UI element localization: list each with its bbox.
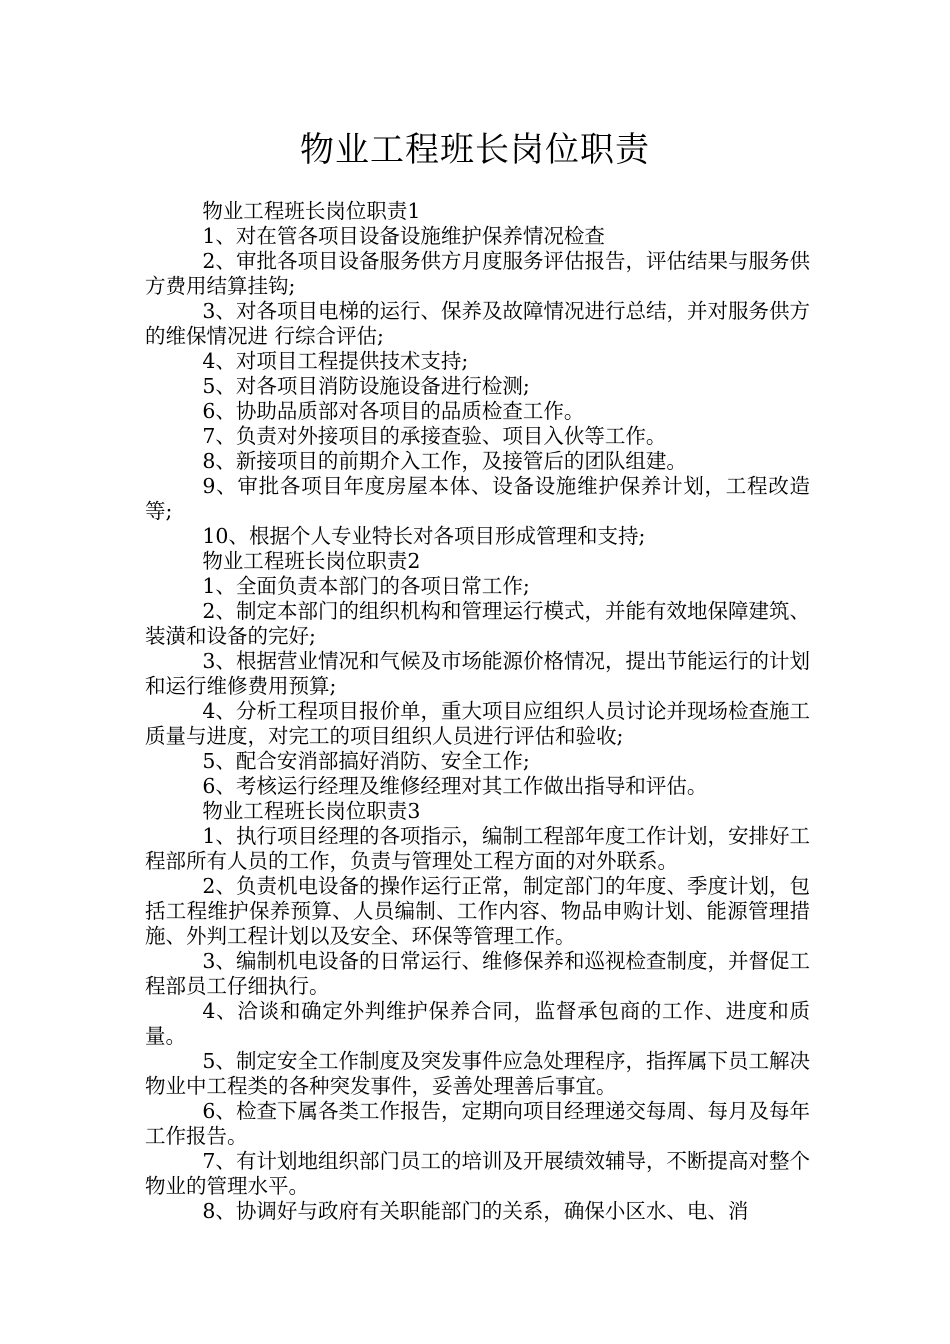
- document-title: 物业工程班长岗位职责: [300, 130, 650, 170]
- list-item: 3、根据营业情况和气候及市场能源价格情况，提出节能运行的计划和运行维修费用预算;: [145, 649, 810, 698]
- list-item: 10、根据个人专业特长对各项目形成管理和支持;: [202, 524, 646, 548]
- list-item: 3、对各项目电梯的运行、保养及故障情况进行总结，并对服务供方的维保情况进 行综合评估;: [145, 299, 810, 348]
- list-item: 6、检查下属各类工作报告，定期向项目经理递交每周、每月及每年工作报告。: [145, 1099, 810, 1148]
- list-item: 6、协助品质部对各项目的品质检查工作。: [202, 399, 585, 423]
- list-item: 4、洽谈和确定外判维护保养合同，监督承包商的工作、进度和质量。: [145, 999, 810, 1048]
- list-item: 2、负责机电设备的操作运行正常，制定部门的年度、季度计划，包括工程维护保养预算、人员编制、工作内容、物品申购计划、能源管理措施、外判工程计划以及安全、环保等管理工作。: [145, 874, 810, 948]
- list-item: 8、新接项目的前期介入工作，及接管后的团队组建。: [202, 449, 687, 473]
- section-heading: 物业工程班长岗位职责1: [202, 199, 421, 223]
- list-item: 3、编制机电设备的日常运行、维修保养和巡视检查制度，并督促工程部员工仔细执行。: [145, 949, 810, 998]
- list-item: 7、负责对外接项目的承接查验、项目入伙等工作。: [202, 424, 667, 448]
- list-item: 5、对各项目消防设施设备进行检测;: [202, 374, 530, 398]
- list-item: 6、考核运行经理及维修经理对其工作做出指导和评估。: [202, 774, 708, 798]
- section-heading: 物业工程班长岗位职责3: [202, 799, 421, 823]
- list-item: 5、制定安全工作制度及突发事件应急处理程序，指挥属下员工解决物业中工程类的各种突发事件，妥善处理善后事宜。: [145, 1049, 810, 1098]
- list-item: 2、审批各项目设备服务供方月度服务评估报告，评估结果与服务供方费用结算挂钩;: [145, 249, 810, 298]
- section-heading: 物业工程班长岗位职责2: [202, 549, 421, 573]
- document-body: [145, 199, 810, 1224]
- list-item: 7、有计划地组织部门员工的培训及开展绩效辅导，不断提高对整个物业的管理水平。: [145, 1149, 810, 1198]
- list-item: 1、执行项目经理的各项指示，编制工程部年度工作计划，安排好工程部所有人员的工作，负责与管理处工程方面的对外联系。: [145, 824, 810, 873]
- list-item: 1、全面负责本部门的各项日常工作;: [202, 574, 530, 598]
- list-item: 1、对在管各项目设备设施维护保养情况检查: [202, 224, 605, 248]
- list-item: 5、配合安消部搞好消防、安全工作;: [202, 749, 530, 773]
- list-item: 4、分析工程项目报价单，重大项目应组织人员讨论并现场检查施工质量与进度，对完工的项目组织人员进行评估和验收;: [145, 699, 810, 748]
- list-item: 8、协调好与政府有关职能部门的关系，确保小区水、电、消: [202, 1199, 749, 1223]
- list-item: 9、审批各项目年度房屋本体、设备设施维护保养计划，工程改造等;: [145, 474, 810, 523]
- list-item: 2、制定本部门的组织机构和管理运行模式，并能有效地保障建筑、装潢和设备的完好;: [145, 599, 810, 648]
- list-item: 4、对项目工程提供技术支持;: [202, 349, 469, 373]
